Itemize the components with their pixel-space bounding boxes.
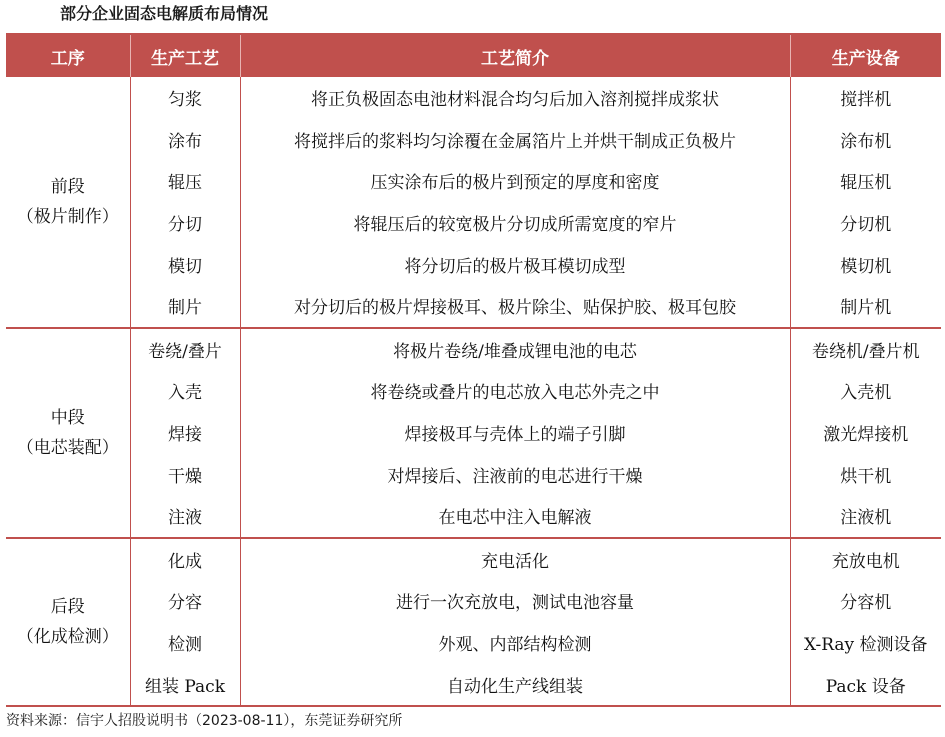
description-cell: 外观、内部结构检测	[240, 622, 790, 664]
description-cell: 对焊接后、注液前的电芯进行干燥	[240, 453, 790, 495]
table-row	[6, 328, 941, 371]
process-table	[6, 33, 941, 707]
table-row	[6, 453, 941, 495]
header-equipment: 生产设备	[790, 34, 941, 77]
description-cell: 将卷绕或叠片的电芯放入电芯外壳之中	[240, 370, 790, 412]
equipment-cell: 卷绕机/叠片机	[790, 328, 941, 371]
table-row	[6, 285, 941, 328]
equipment-cell: 辊压机	[790, 160, 941, 202]
header-description: 工艺简介	[240, 34, 790, 77]
equipment-cell: Pack 设备	[790, 663, 941, 706]
process-cell: 干燥	[130, 453, 240, 495]
table-row	[6, 77, 941, 119]
equipment-cell: 激光焊接机	[790, 412, 941, 454]
table-row	[6, 538, 941, 581]
equipment-cell: 烘干机	[790, 453, 941, 495]
process-cell: 模切	[130, 243, 240, 285]
process-cell: 制片	[130, 285, 240, 328]
stage-name: 中段	[50, 407, 85, 428]
description-cell: 将搅拌后的浆料均匀涂覆在金属箔片上并烘干制成正负极片	[240, 119, 790, 161]
table-row	[6, 160, 941, 202]
description-cell: 自动化生产线组装	[240, 663, 790, 706]
table-row	[6, 243, 941, 285]
description-cell: 将辊压后的较宽极片分切成所需宽度的窄片	[240, 202, 790, 244]
description-cell: 对分切后的极片焊接极耳、极片除尘、贴保护胶、极耳包胶	[240, 285, 790, 328]
equipment-cell: 注液机	[790, 495, 941, 538]
description-cell: 在电芯中注入电解液	[240, 495, 790, 538]
process-cell: 组装 Pack	[130, 663, 240, 706]
stage-subtitle: （化成检测）	[16, 626, 119, 647]
equipment-cell: 分容机	[790, 580, 941, 622]
stage-cell-front	[6, 77, 130, 328]
description-cell: 将正负极固态电池材料混合均匀后加入溶剂搅拌成浆状	[240, 77, 790, 119]
table-row	[6, 119, 941, 161]
stage-subtitle: （极片制作）	[16, 206, 119, 227]
equipment-cell: X-Ray 检测设备	[790, 622, 941, 664]
process-cell: 检测	[130, 622, 240, 664]
process-cell: 入壳	[130, 370, 240, 412]
stage-subtitle: （电芯装配）	[16, 437, 119, 458]
description-cell: 进行一次充放电，测试电池容量	[240, 580, 790, 622]
description-cell: 充电活化	[240, 538, 790, 581]
header-process: 生产工艺	[130, 34, 240, 77]
equipment-cell: 分切机	[790, 202, 941, 244]
table-row	[6, 495, 941, 538]
stage-cell-back	[6, 538, 130, 706]
table-row	[6, 202, 941, 244]
description-cell: 将分切后的极片极耳模切成型	[240, 243, 790, 285]
description-cell: 将极片卷绕/堆叠成锂电池的电芯	[240, 328, 790, 371]
source-note: 资料来源：信宇人招股说明书（2023-08-11），东莞证券研究所	[6, 713, 403, 729]
equipment-cell: 充放电机	[790, 538, 941, 581]
table-row	[6, 622, 941, 664]
equipment-cell: 制片机	[790, 285, 941, 328]
table-row	[6, 663, 941, 706]
table-row	[6, 412, 941, 454]
process-cell: 分切	[130, 202, 240, 244]
process-cell: 焊接	[130, 412, 240, 454]
process-cell: 涂布	[130, 119, 240, 161]
equipment-cell: 入壳机	[790, 370, 941, 412]
description-cell: 压实涂布后的极片到预定的厚度和密度	[240, 160, 790, 202]
stage-name: 前段	[50, 176, 85, 197]
equipment-cell: 搅拌机	[790, 77, 941, 119]
process-cell: 卷绕/叠片	[130, 328, 240, 371]
process-cell: 辊压	[130, 160, 240, 202]
table-row	[6, 370, 941, 412]
header-stage: 工序	[6, 34, 130, 77]
process-cell: 注液	[130, 495, 240, 538]
description-cell: 焊接极耳与壳体上的端子引脚	[240, 412, 790, 454]
process-cell: 分容	[130, 580, 240, 622]
table-header-row	[6, 34, 941, 77]
process-cell: 化成	[130, 538, 240, 581]
equipment-cell: 模切机	[790, 243, 941, 285]
table-row	[6, 580, 941, 622]
page-title: 部分企业固态电解质布局情况	[60, 4, 269, 23]
stage-name: 后段	[50, 596, 85, 617]
process-cell: 匀浆	[130, 77, 240, 119]
stage-cell-middle	[6, 328, 130, 538]
equipment-cell: 涂布机	[790, 119, 941, 161]
